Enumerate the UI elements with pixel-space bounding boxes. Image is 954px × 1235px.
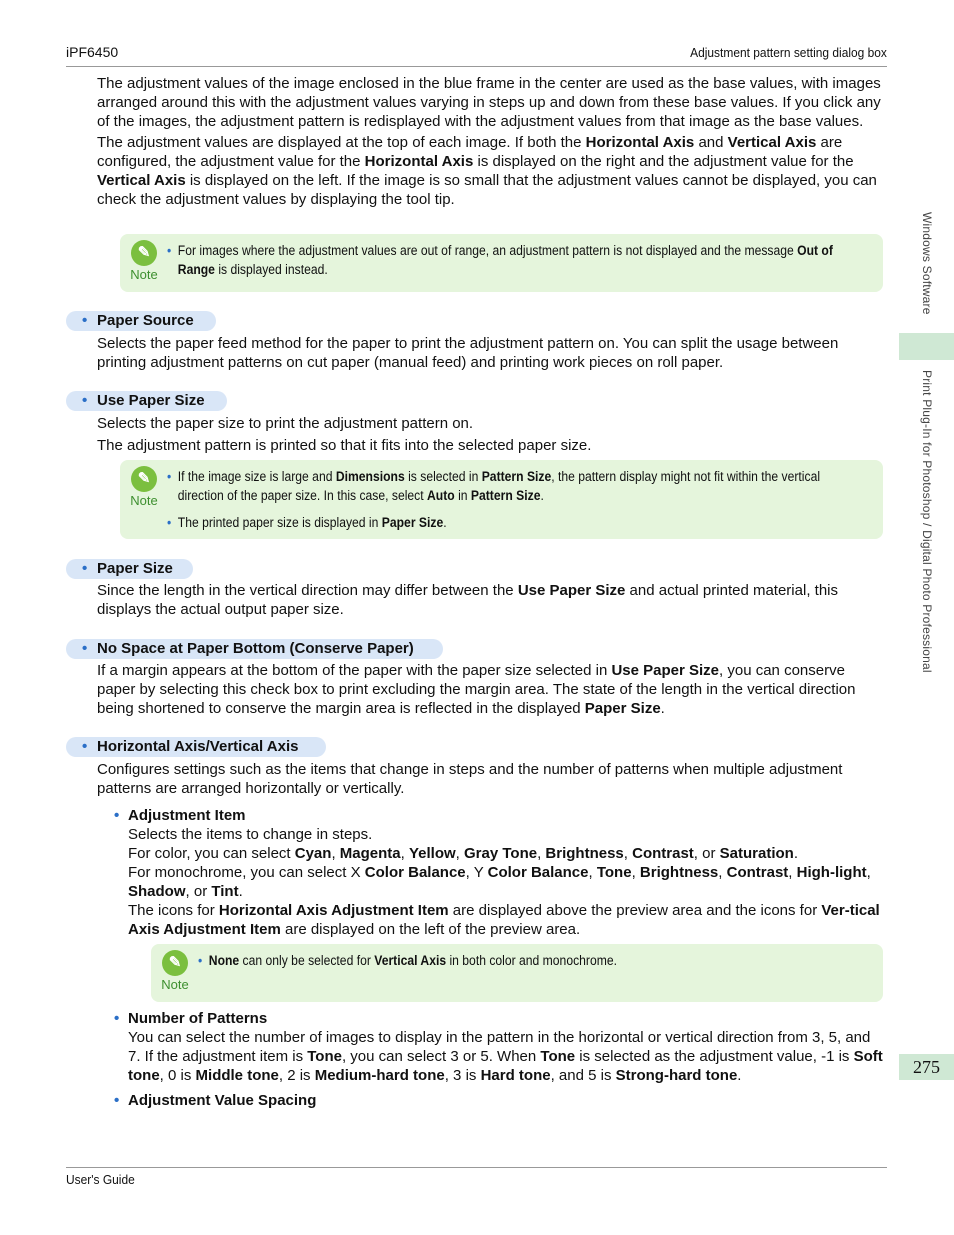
intro-paragraph-2: The adjustment values are displayed at the top of each image. If both the Horizontal Axis and Vertical Axis are configured, the adjustment value for the Horizontal Axis is displayed on the right and the adjustment value for the Vertical Axis is displayed on the left. If the image is so small that the adjustment values cannot be displayed, you can check the adjustment values by displaying the tool tip. xyxy=(97,134,877,208)
heading-paper-source: • Paper Source xyxy=(66,311,216,331)
note-item: • If the image size is large and Dimensions is selected in Pattern Size, the pattern display might not fit within the vertical direction of the paper size. In this case, select Auto in Pattern Size. xyxy=(167,467,869,505)
side-tab-windows-software[interactable]: Windows Software xyxy=(920,212,934,315)
note-item: • For images where the adjustment values are out of range, an adjustment pattern is not displayed and the message Out of Range is displayed instead. xyxy=(167,241,869,279)
adjustment-item-body: Selects the items to change in steps. For color, you can select Cyan, Magenta, Yellow, Gray Tone, Brightness, Contrast, or Saturation. For monochrome, you can select X Color Balance, Y Color Balance, Tone, Brightness, Contrast, High-light, Shadow, or Tint. The icons for Horizontal Axis Adjustment Item are displayed above the preview area and the icons for Ver-tical Axis Adjustment Item are displayed on the left of the preview area. xyxy=(128,826,880,938)
adjustment-value-spacing-section xyxy=(114,1091,887,1110)
heading-paper-size: • Paper Size xyxy=(66,559,193,579)
adjustment-value-spacing-heading: • Adjustment Value Spacing xyxy=(114,1091,887,1110)
number-of-patterns-section xyxy=(114,1009,887,1085)
note-icon: ✎ Note xyxy=(128,240,160,282)
no-space-text: If a margin appears at the bottom of the paper with the paper size selected in Use Paper Size, you can conserve paper by selecting this check box to print excluding the margin area. The state of the length in the vertical direction being shortened to conserve the margin area is reflected in the displayed Paper Size. xyxy=(97,662,856,717)
heading-use-paper-size: • Use Paper Size xyxy=(66,391,227,411)
adjustment-item-section xyxy=(114,806,887,939)
note-box xyxy=(151,944,883,1002)
heading-no-space: • No Space at Paper Bottom (Conserve Paper) xyxy=(66,639,443,659)
side-tab-print-plugin[interactable]: Print Plug-In for Photoshop / Digital Photo Professional xyxy=(920,370,934,673)
adjustment-item-heading: • Adjustment Item xyxy=(114,806,887,825)
page-number: 275 xyxy=(899,1054,954,1080)
note-box xyxy=(120,460,883,539)
note-item: • The printed paper size is displayed in Paper Size. xyxy=(167,513,869,532)
intro-section xyxy=(97,74,887,209)
note-item: • None can only be selected for Vertical Axis in both color and monochrome. xyxy=(198,951,864,970)
note-icon: ✎ Note xyxy=(159,950,191,992)
note-icon: ✎ Note xyxy=(128,466,160,508)
footer-text: User's Guide xyxy=(66,1172,135,1187)
note-box xyxy=(120,234,883,292)
document-model: iPF6450 xyxy=(66,44,119,60)
paper-source-text: Selects the paper feed method for the paper to print the adjustment pattern on. You can split the usage between printing adjustment patterns on cut paper (manual feed) and printing work pieces on roll paper. xyxy=(97,335,839,371)
header-rule xyxy=(66,66,887,67)
section-title: Adjustment pattern setting dialog box xyxy=(690,45,887,60)
footer-rule xyxy=(66,1167,887,1168)
number-of-patterns-body: You can select the number of images to display in the pattern in the horizontal or vertical direction from 3, 5, and 7. If the adjustment item is Tone, you can select 3 or 5. When Tone is selected as the adjustment value, -1 is Soft tone, 0 is Middle tone, 2 is Medium-hard tone, 3 is Hard tone, and 5 is Strong-hard tone. xyxy=(128,1029,883,1084)
axis-text: Configures settings such as the items that change in steps and the number of patterns when multiple adjustment patterns are arranged horizontally or vertically. xyxy=(97,761,843,797)
paper-size-text: Since the length in the vertical direction may differ between the Use Paper Size and actual printed material, this displays the actual output paper size. xyxy=(97,582,838,618)
side-tab-marker xyxy=(899,333,954,360)
intro-paragraph-1: The adjustment values of the image enclosed in the blue frame in the center are used as the base values, with images arranged around this with the adjustment values varying in steps up and down from these base values. If you click any of the images, the adjustment pattern is redisplayed with the adjustment values from that image as the base values. xyxy=(97,75,881,130)
use-paper-size-text: Selects the paper size to print the adjustment pattern on. The adjustment pattern is printed so that it fits into the selected paper size. xyxy=(97,415,592,454)
number-of-patterns-heading: • Number of Patterns xyxy=(114,1009,887,1028)
heading-axis: • Horizontal Axis/Vertical Axis xyxy=(66,737,326,757)
